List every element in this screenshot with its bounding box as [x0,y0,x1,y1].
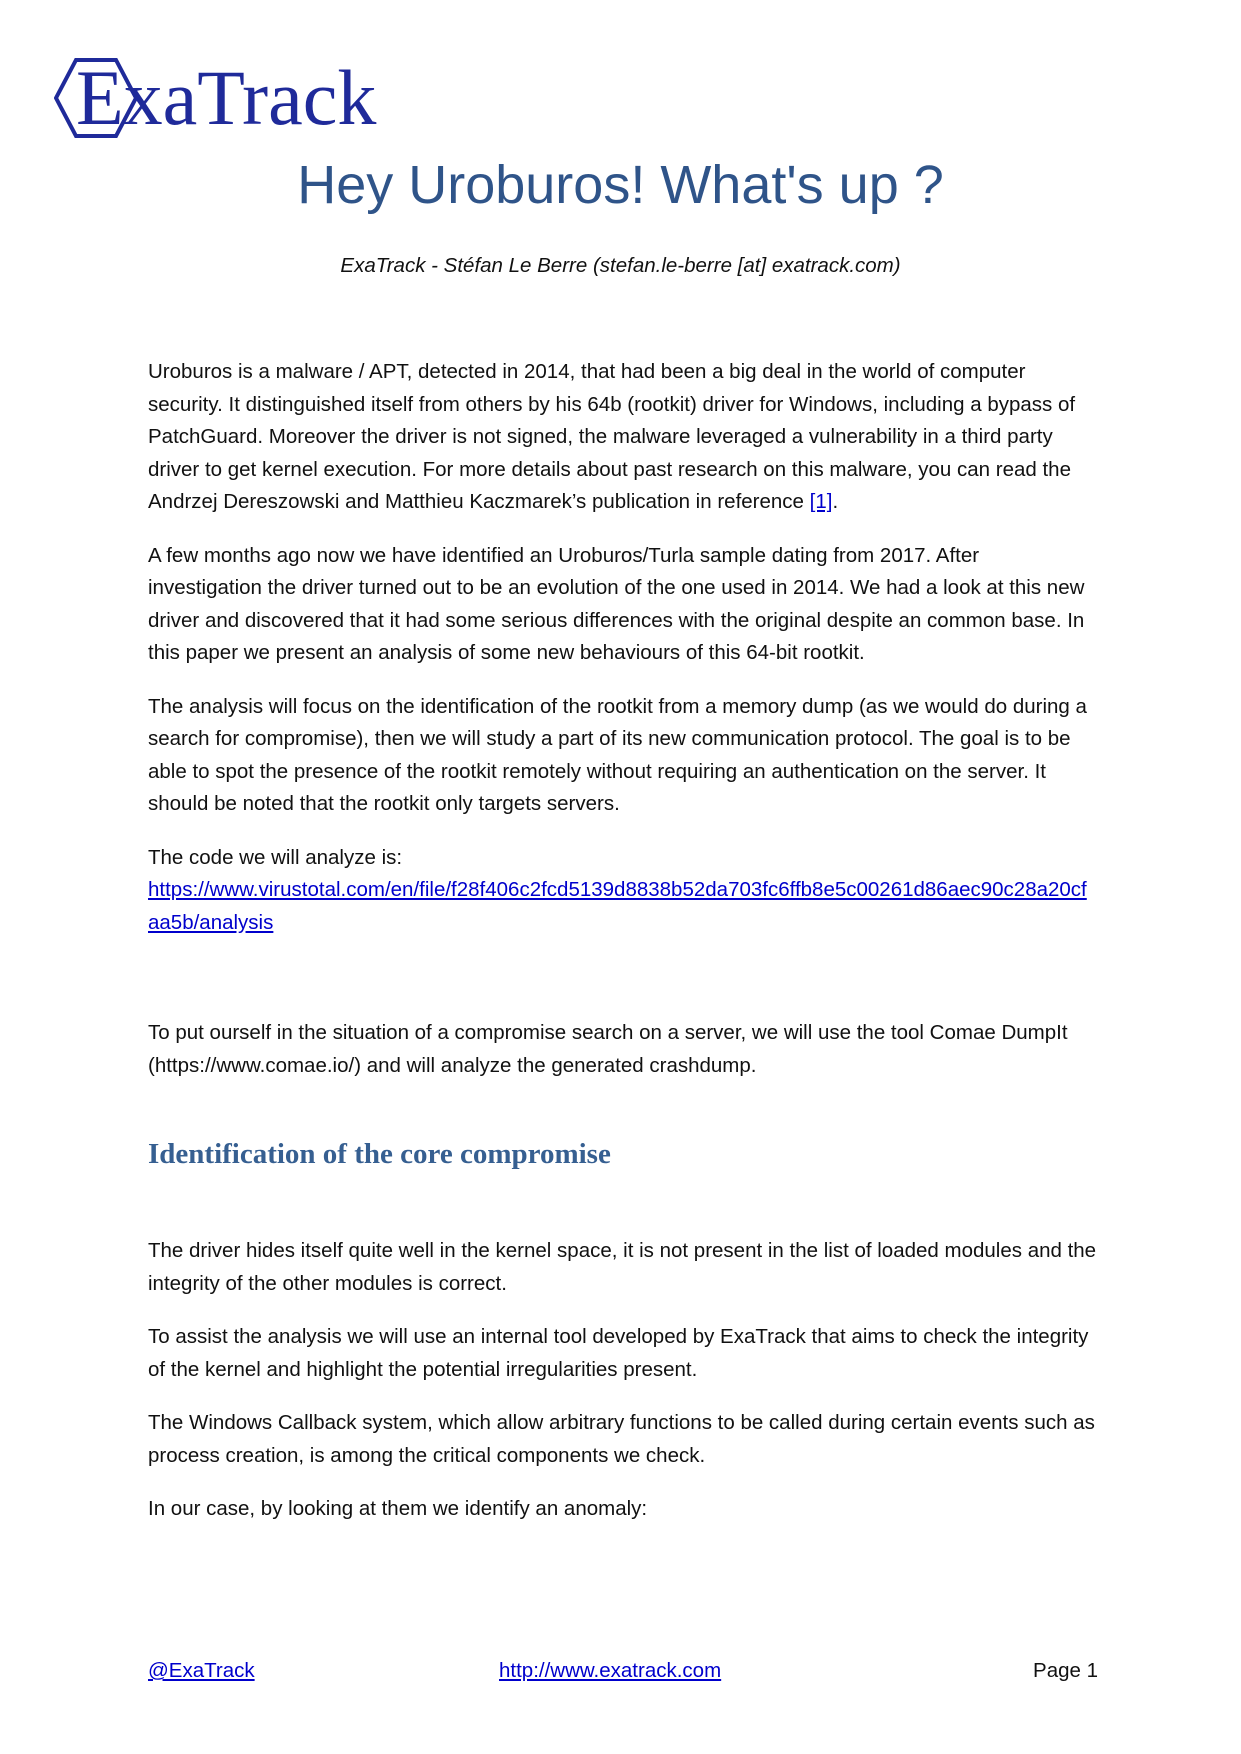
paragraph-code-reference [148,842,1098,940]
logo-wordmark: ExaTrack [76,54,377,141]
page-title: Hey Uroburos! What's up ? [297,155,944,215]
author-line: ExaTrack - Stéfan Le Berre (stefan.le-berre [at] exatrack.com) [340,254,901,277]
paragraph-intro [148,356,1098,519]
reference-1-link[interactable]: [1] [809,490,833,513]
paragraph-analysis-focus: The analysis will focus on the identification of the rootkit from a memory dump (as we would do during a search for compromise), then we will study a part of its new communication protocol. The goal is to be able to spot the presence of the rootkit remotely without requiring an authentication on the server. It should be noted that the rootkit only targets servers. [148,694,1087,815]
paragraph-intro-end: . [832,490,839,513]
exatrack-logo [54,54,377,141]
paragraph-callbacks: The Windows Callback system, which allow arbitrary functions to be called during certain events such as process creation, is among the critical components we check. [148,1411,1095,1467]
page-footer [148,1655,1098,1687]
document-body [148,356,1098,1526]
website-link[interactable]: http://www.exatrack.com [499,1659,722,1682]
paragraph-driver-hides: The driver hides itself quite well in the kernel space, it is not present in the list of loaded modules and the integrity of the other modules is correct. [148,1239,1097,1295]
paragraph-internal-tool: To assist the analysis we will use an internal tool developed by ExaTrack that aims to check the integrity of the kernel and highlight the potential irregularities present. [148,1325,1089,1381]
code-reference-intro: The code we will analyze is: [148,845,403,869]
section-heading: Identification of the core compromise [148,1138,611,1170]
paragraph-dumpit: To put ourself in the situation of a compromise search on a server, we will use the tool Comae DumpIt (https://www.comae.io/) and will analyze the generated crashdump. [148,1021,1068,1077]
virustotal-link[interactable]: https://www.virustotal.com/en/file/f28f406c2fcd5139d8838b52da703fc6ffb8e5c00261d86aec90c28a20cfaa5b/analysis [148,878,1087,934]
paragraph-intro-text: Uroburos is a malware / APT, detected in 2014, that had been a big deal in the world of computer security. It distinguished itself from others by his 64b (rootkit) driver for Windows, including a bypass of PatchGuard. Moreover the driver is not signed, the malware leveraged a vulnerability in a third party driver to get kernel execution. For more details about past research on this malware, you can read the Andrzej Dereszowski and Matthieu Kaczmarek’s publication in reference [148,360,1076,513]
twitter-handle-link[interactable]: @ExaTrack [148,1659,255,1682]
paragraph-anomaly: In our case, by looking at them we identify an anomaly: [148,1497,648,1520]
paragraph-sample: A few months ago now we have identified an Uroburos/Turla sample dating from 2017. After investigation the driver turned out to be an evolution of the one used in 2014. We had a look at this new driver and discovered that it had some serious differences with the original despite an common base. In this paper we present an analysis of some new behaviours of this 64-bit rootkit. [148,543,1085,664]
page-number: Page 1 [1033,1659,1098,1682]
